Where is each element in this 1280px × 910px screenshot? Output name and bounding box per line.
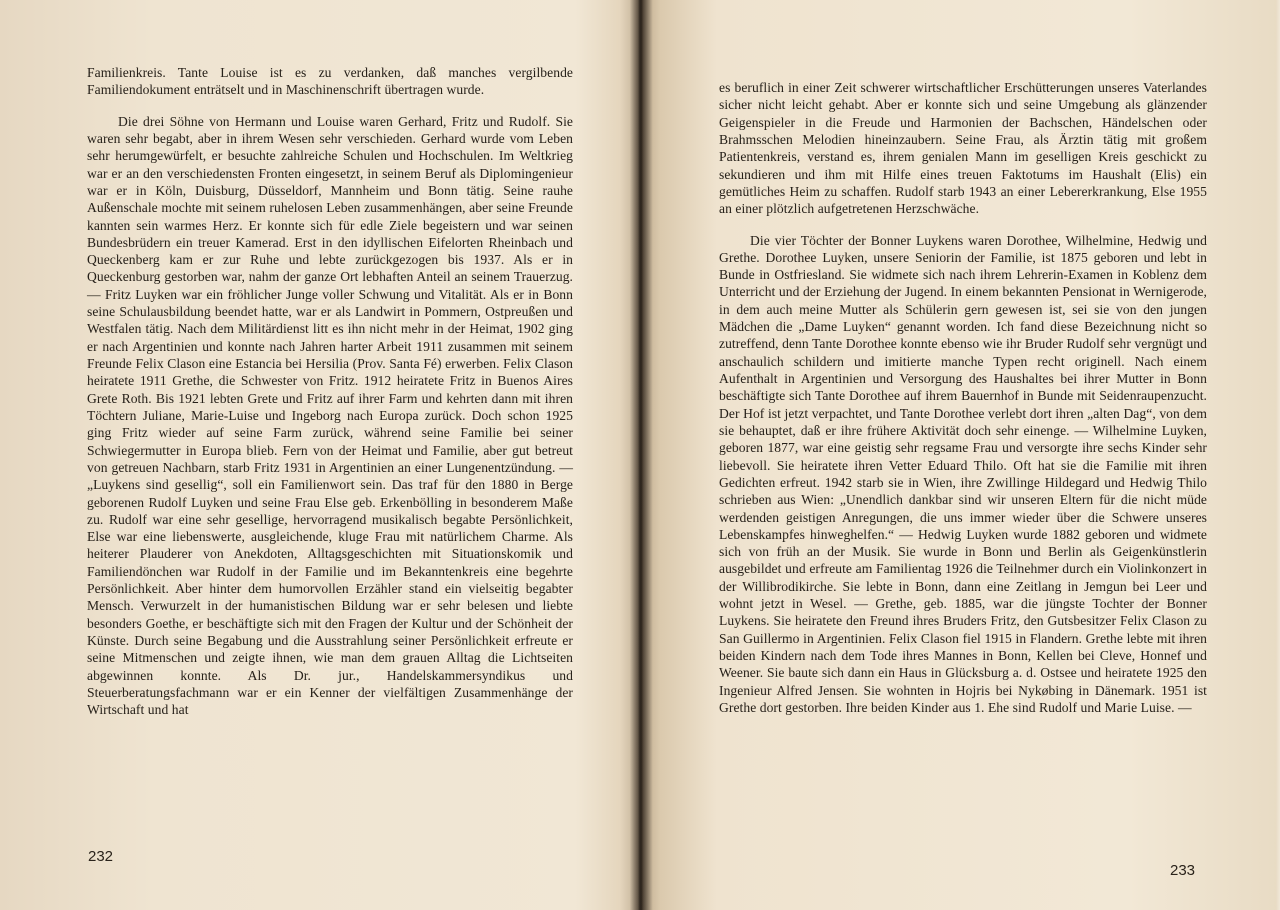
left-page-number: 232 [88,848,114,865]
page-edge [1276,0,1280,910]
right-page-text [719,79,1207,716]
right-paragraph-2: Die vier Töchter der Bonner Luykens waren Dorothee, Wilhelmine, Hedwig und Grethe. Dorothee Luyken, unsere Seniorin der Familie, ist 1875 geboren und lebt in Bunde in Ostfriesland. Sie widmete sich nach ihrem Lehrerin-Examen in Koblenz dem Unterricht und der Erziehung der Jugend. In einem bekannten Pensionat in Wernigerode, in dem auch meine Mutter als Schülerin gern gewesen ist, sei sie von den jungen Mädchen die „Dame Luyken“ genannt worden. Ich fand diese Bezeichnung nicht so zutreffend, denn Tante Dorothee konnte ebenso wie ihr Bruder Rudolf sehr vergnügt und anschaulich schildern und imitierte manche Typen recht originell. Nach einem Aufenthalt in Argentinien und Versorgung des Haushaltes bei ihrer Mutter in Bonn beschäftigte sich Tante Dorothee auf ihrem Bauernhof in Bunde mit Seidenraupenzucht. Der Hof ist jetzt verpachtet, und Tante Dorothee verlebt dort ihren „alten Dag“, von dem sie behauptet, daß er ihre frühere Aktivität doch sehr einenge. — Wilhelmine Luyken, geboren 1877, war eine geistig sehr regsame Frau und versorgte ihre sechs Kinder sehr liebevoll. Sie heiratete ihren Vetter Eduard Thilo. Oft hat sie die Familie mit ihren Gedichten erfreut. 1942 starb sie in Wien, ihre Zwillinge Hildegard und Hedwig Thilo schrieben aus Wien: „Unendlich dankbar sind wir unseren Eltern für die nicht müde werdenden geistigen Anregungen, die uns immer wieder über die Schwere unseres Lebenskampfes hinweghelfen.“ — Hedwig Luyken wurde 1882 geboren und widmete sich von früh an der Musik. Sie wurde in Bonn und Berlin als Geigenkünstlerin ausgebildet und erfreute am Familientag 1926 die Teilnehmer durch ein Violinkonzert in der Willibrodikirche. Sie lebte in Bonn, dann eine Zeitlang in Jemgun bei Leer und wohnt jetzt in Wesel. — Grethe, geb. 1885, war die jüngste Tochter der Bonner Luykens. Sie heiratete den Freund ihres Bruders Fritz, den Gutsbesitzer Felix Clason zu San Guillermo in Argentinien. Felix Clason fiel 1915 in Flandern. Grethe lebte mit ihren beiden Kindern nach dem Tode ihres Mannes in Bonn, Kellen bei Cleve, Honnef und Weener. Sie baute sich dann ein Haus in Glücksburg a. d. Ostsee und heiratete 1925 den Ingenieur Alfred Jensen. Sie wohnten in Hojris bei Nykøbing in Dänemark. 1951 ist Grethe dort gestorben. Ihre beiden Kinder aus 1. Ehe sind Rudolf und Marie Luise. — [719,232,1207,715]
right-page [645,0,1280,910]
left-page-text [87,64,573,719]
right-paragraph-1: es beruflich in einer Zeit schwerer wirtschaftlicher Erschütterungen unseres Vaterlandes sicher nicht leicht gehabt. Aber er konnte sich und seine Umgebung als glänzender Geigenspieler in die Freude und Harmonien der Bachschen, Händelschen oder Brahmsschen Melodien hineinzaubern. Seine Frau, als Ärztin tätig mit großem Patientenkreis, verstand es, ihrem genialen Mann im geselligen Kreis geschickt zu sekundieren und ihm mit Hilfe eines treuen Faktotums im Haushalt (Elis) ein gemütliches Heim zu schaffen. Rudolf starb 1943 an einer Lebererkrankung, Else 1955 an einer plötzlich aufgetretenen Herzschwäche. [719,80,1207,217]
right-page-number: 233 [1170,862,1196,879]
left-paragraph-2: Die drei Söhne von Hermann und Louise waren Gerhard, Fritz und Rudolf. Sie waren sehr begabt, aber in ihrem Wesen sehr verschieden. Gerhard wurde vom Leben sehr herumgewürfelt, er besuchte zahlreiche Schulen und Hochschulen. Im Weltkrieg war er an den verschiedensten Fronten eingesetzt, in seinem Beruf als Diplomingenieur war er in Köln, Duisburg, Düsseldorf, Mannheim und Bonn tätig. Seine rauhe Außenschale mochte mit seinem ruhelosen Leben zusammenhängen, aber seine Freunde kannten sein warmes Herz. Er konnte sich für edle Ziele begeistern und war seinen Bundesbrüdern ein treuer Kamerad. Erst in den idyllischen Eifelorten Rheinbach und Queckenberg kam er zur Ruhe und lebte zurückgezogen bis 1937. Als er in Queckenburg gestorben war, nahm der ganze Ort lebhaften Anteil an seinem Trauerzug. — Fritz Luyken war ein fröhlicher Junge voller Schwung und Vitalität. Als er in Bonn seine Schulausbildung beendet hatte, war er als Landwirt in Pommern, Ostpreußen und Westfalen tätig. Nach dem Militärdienst litt es ihn nicht mehr in der Heimat, 1902 ging er nach Argentinien und konnte nach Jahren harter Arbeit 1911 zusammen mit seinem Freunde Felix Clason eine Estancia bei Hersilia (Prov. Santa Fé) erwerben. Felix Clason heiratete 1911 Grethe, die Schwester von Fritz. 1912 heiratete Fritz in Buenos Aires Grete Roth. Bis 1921 lebten Grete und Fritz auf ihrer Farm und kehrten dann mit ihren Töchtern Juliane, Marie-Luise und Ingeborg nach Europa zurück. Doch schon 1925 ging Fritz wieder auf seine Farm zurück, während seine Familie bei seiner Schwiegermutter in Europa blieb. Fern von der Heimat und Familie, aber gut betreut von getreuen Nachbarn, starb Fritz 1931 in Argentinien an einer Lungenentzündung. — „Luykens sind gesellig“, soll ein Familienwort sein. Das traf für den 1880 in Berge geborenen Rudolf Luyken und seine Frau Else geb. Erkenbölling in besonderem Maße zu. Rudolf war eine sehr gesellige, hervorragend musikalisch begabte Persönlichkeit, Else war eine liebenswerte, ausgleichende, kluge Frau mit natürlichem Charme. Als heiterer Plauderer von Anekdoten, Alltagsgeschichten mit Situationskomik und Familiendönchen war Rudolf in der Familie und im Bekanntenkreis eine begehrte Persönlichkeit. Aber hinter dem humorvollen Erzähler stand ein vielseitig begabter Mensch. Verwurzelt in der humanistischen Bildung war er sehr belesen und liebte besonders Goethe, er beschäftigte sich mit den Fragen der Kultur und der Schönheit der Künste. Durch seine Begabung und die Ausstrahlung seiner Persönlichkeit erfreute er seine Mitmenschen und zeigte ihnen, wie man dem grauen Alltag die Lichtseiten abgewinnen konnte. Als Dr. jur., Handelskammersyndikus und Steuerberatungsfachmann war er ein Kenner der vielfältigen Zusammenhänge der Wirtschaft und hat [87,113,573,718]
left-paragraph-1: Familienkreis. Tante Louise ist es zu verdanken, daß manches vergilbende Familiendokument enträtselt und in Maschinenschrift übertragen wurde. [87,65,573,98]
